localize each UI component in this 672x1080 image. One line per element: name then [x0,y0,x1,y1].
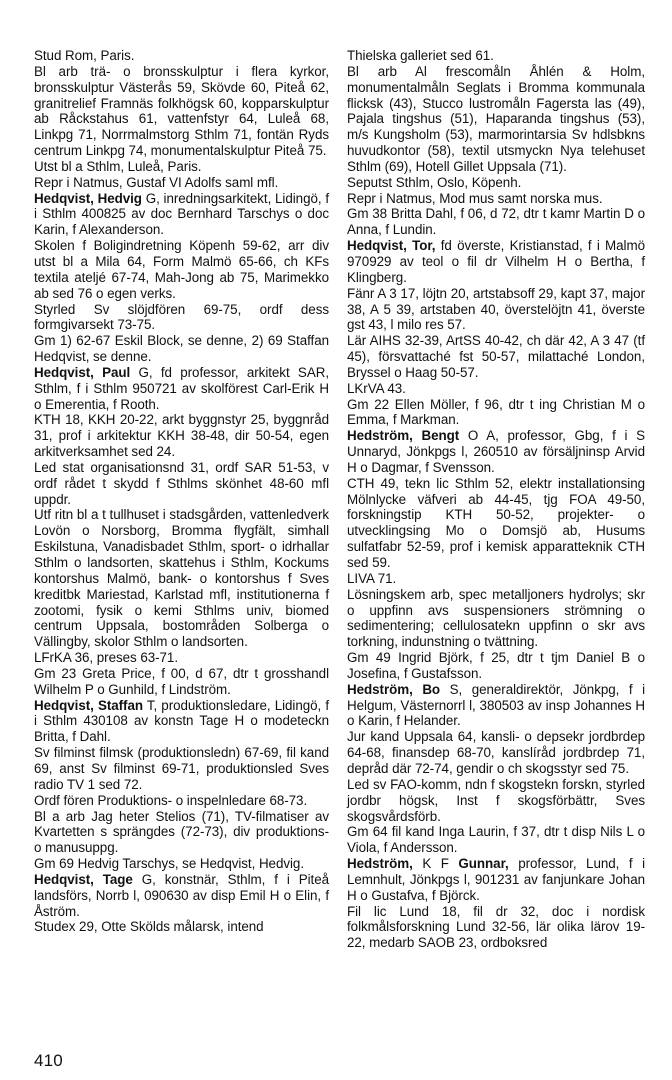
text-paragraph [347,206,645,238]
entry-text: Fil lic Lund 18, fil dr 32, doc i nordisk folkmålsforskning Lund 32-56, lär olika lärov 19-22, medarb SAOB 23, ordboksred [347,903,645,951]
text-paragraph [34,159,329,175]
text-paragraph [347,729,645,777]
entry-text: Studex 29, Otte Skölds målarsk, intend [34,919,264,935]
text-paragraph [347,587,645,650]
text-paragraph [34,856,329,872]
entry-text: Lär AIHS 32-39, ArtSS 40-42, ch där 42, A 3 47 (tf 45), försvattaché fst 50-57, milattaché London, Bryssel o Haag 50-57. [347,333,645,380]
entry-text: KTH 18, KKH 20-22, arkt byggnstyr 25, byggnråd 31, prof i arkitektur KKH 38-48, dir 50-54, egen arkitverksamhet sed 24. [34,412,329,460]
page-number: 410 [34,1051,63,1070]
entry-paragraph [347,428,645,476]
entry-text: Thielska galleriet sed 61. [347,48,494,63]
entry-text: O A, professor, Gbg, f i S Unnaryd, Jönkpgs l, 260510 av försäljninsp Arvid H o Dagmar, f Svensson. [347,428,645,475]
entry-text: Ordf fören Produktions- o inspelnledare 68-73. [34,792,308,808]
entry-text: CTH 49, tekn lic Sthlm 52, elektr installationsing Mölnlycke väfveri ab 44-45, tjg FOA 49-50, forskningstip KTH 50-52, projekter- o utvecklingsing Mo o Domsjö ab, Husums sulfatfabr 52-59, prof i kemisk apparatteknik CTH sed 59. [347,475,645,570]
text-paragraph [34,507,329,650]
entry-paragraph [347,682,645,730]
entry-text: T, produktionsledare, Lidingö, f i Sthlm 430108 av konstn Tage H o modeteckn Britta, f Dahl. [34,697,329,745]
text-paragraph [34,48,329,64]
entry-paragraph [34,191,329,239]
entry-headword: Hedqvist, Hedvig [34,190,142,206]
entry-text: Repr i Natmus, Gustaf VI Adolfs saml mfl. [34,174,279,190]
entry-text: Seputst Sthlm, Oslo, Köpenh. [347,174,522,190]
text-paragraph [34,175,329,191]
entry-paragraph [347,856,645,904]
entry-headword: Hedqvist, Staffan [34,697,143,713]
entry-text: Sv filminst filmsk (produktionsledn) 67-69, fil kand 69, anst Sv filminst 69-71, produktionsled Sves radio TV 1 sed 72. [34,745,329,792]
text-paragraph [34,460,329,508]
text-paragraph [347,904,645,952]
entry-text: LIVA 71. [347,570,397,586]
text-paragraph [34,650,329,666]
text-paragraph [347,175,645,191]
entry-text: S, generaldirektör, Jönkpg, f i Helgum, Västernorrl l, 380503 av insp Johannes H o Karin, f Helander. [347,681,645,729]
entry-text: Gm 64 fil kand Inga Laurin, f 37, dtr t disp Nils L o Viola, f Andersson. [347,824,645,856]
text-paragraph [34,919,329,935]
entry-text: Gm 23 Greta Price, f 00, d 67, dtr t grosshandl Wilhelm P o Gunhild, f Lindström. [34,665,329,697]
entry-text: Led stat organisationsnd 31, ordf SAR 51-53, v ordf rådet t skydd f Sthlms skönhet 48-60 mfl uppdr. [34,459,329,507]
right-column [347,48,645,951]
text-paragraph [347,397,645,429]
text-paragraph [34,64,329,159]
entry-text: Stud Rom, Paris. [34,48,135,63]
entry-text: Repr i Natmus, Mod mus samt norska mus. [347,190,603,206]
entry-text: Jur kand Uppsala 64, kansli- o depsekr jordbrdep 64-68, finansdep 68-70, kanslíråd jordbrdep 71, depråd där 72-74, gendir o ch skogsstyr sed 75. [347,729,645,776]
text-paragraph [34,302,329,334]
entry-text: Led sv FAO-komm, ndn f skogstekn forskn, styrled jordbr högsk, Inst f skogsförbättr, Sves skogsvårdsförb. [347,776,645,824]
entry-paragraph [347,238,645,286]
entry-headword: Hedqvist, Paul [34,364,131,380]
text-paragraph [347,333,645,381]
text-paragraph [347,381,645,397]
text-paragraph [34,745,329,793]
entry-text: Gm 1) 62-67 Eskil Block, se denne, 2) 69 Staffan Hedqvist, se denne. [34,333,329,365]
entry-initials: K F [412,856,459,872]
text-paragraph [34,809,329,857]
text-paragraph [347,286,645,334]
entry-headword-given-name: Gunnar, [458,856,509,872]
entry-text: Skolen f Boligindretning Köpenh 59-62, arr div utst bl a Mila 64, Form Malmö 65-66, ch KFs textila ateljé 67-74, Mah-Jong ab 75, Marimekko ab sed 76 o egen verks. [34,238,329,301]
entry-text: Fänr A 3 17, löjtn 20, artstabsoff 29, kapt 37, major 38, A 5 39, artstaben 40, överstelöjtn 41, överste gst 43, l milo res 57. [347,285,645,333]
entry-headword: Hedström, Bo [347,681,441,697]
entry-text: LKrVA 43. [347,380,406,396]
entry-paragraph [34,365,329,413]
text-paragraph [347,64,645,175]
entry-text: Gm 69 Hedvig Tarschys, se Hedqvist, Hedvig. [34,856,304,872]
entry-headword: Hedqvist, Tage [34,871,133,887]
text-paragraph [34,333,329,365]
text-paragraph [347,48,645,64]
entry-text: Gm 49 Ingrid Björk, f 25, dtr t tjm Daniel B o Josefina, f Gustafsson. [347,650,645,681]
text-paragraph [347,777,645,825]
entry-headword: Hedström, [347,856,413,872]
text-paragraph [34,666,329,698]
entry-text: professor, Lund, f i Lemnhult, Jönkpgs l, 901231 av fanjunkare Johan H o Gustafva, f Björck. [347,856,645,903]
left-column [34,48,329,935]
entry-text: G, fd professor, arkitekt SAR, Sthlm, f i Sthlm 950721 av skolförest Carl-Erik H o Emerentia, f Rooth. [34,364,329,412]
entry-text: Utst bl a Sthlm, Luleå, Paris. [34,158,202,174]
entry-text: Lösningskem arb, spec metalljoners hydrolys; skr o uppfinn avs suspensioners strömning o sedimentering; cellulosatekn uppfinn o skr avs torkning, indunstning o tvättning. [347,586,645,650]
entry-text: Utf ritn bl a t tullhuset i stadsgården, vattenledverk Lovön o Norsborg, Bromma flygfält, simhall Eskilstuna, Vanadisbadet Sthlm, sport- o idrhallar Sthlm o landsorten, skattehus i Sthlm, Kockums kontorshus Malmö, bank- o kontorshus f Sves kreditbk Mariestad, Karlstad mfl, institutionerna f zootomi, fysik o kemi Sthlms univ, biomed centrum Uppsala, bostområden Solberga o Vällingby, skolor Sthlm o landsorten. [34,507,329,650]
entry-text: Bl arb Al frescomåln Åhlén & Holm, monumentalmåln Seglats i Bromma kommunala flicksk (43), Stucco lustromåln Fagersta las (49), Pajala tingshus (51), Haparanda tingshus (53), m/s Kungsholm (53), marmorintarsia Sv hdlsbkns huvudkontor (58), textil utsmyckn Nya telehuset Sthlm (69), Hotell Gillet Uppsala (71). [347,63,645,174]
text-paragraph [347,571,645,587]
entry-text: fd överste, Kristianstad, f i Malmö 970929 av teol o fil dr Vilhelm H o Bertha, f Klingberg. [347,238,645,285]
entry-text: LFrKA 36, preses 63-71. [34,650,178,666]
entry-text: G, inredningsarkitekt, Lidingö, f i Sthlm 400825 av doc Bernhard Tarschys o doc Karin, f Alexanderson. [34,190,329,238]
text-paragraph [34,412,329,460]
entry-text: G, konstnär, Sthlm, f i Piteå landsförs, Norrb l, 090630 av disp Emil H o Elin, f Åström. [34,871,329,919]
entry-text: Bl a arb Jag heter Stelios (71), TV-filmatiser av Kvartetten s sprängdes (72-73), div produktions- o manusuppg. [34,808,329,856]
entry-text: Styrled Sv slöjdfören 69-75, ordf dess formgivarsekt 73-75. [34,301,329,333]
entry-headword: Hedström, Bengt [347,428,460,444]
text-paragraph [347,650,645,682]
text-paragraph [347,191,645,207]
entry-paragraph [34,698,329,746]
entry-paragraph [34,872,329,920]
text-paragraph [347,476,645,571]
entry-text: Gm 38 Britta Dahl, f 06, d 72, dtr t kamr Martin D o Anna, f Lundin. [347,206,645,238]
entry-text: Bl arb trä- o bronsskulptur i flera kyrkor, bronsskulptur Västerås 59, Skövde 60, Piteå 62, granitrelief Framnäs folkhögsk 60, kopparskulptur ab Råckstahus 61, vattenfstyr 64, Luleå 68, Linkpg 71, Norrmalmstorg Sthlm 71, fontän Ryds centrum Linkpg 74, monumentalskulptur Piteå 75. [34,63,329,159]
entry-headword: Hedqvist, Tor, [347,238,436,254]
entry-text: Gm 22 Ellen Möller, f 96, dtr t ing Christian M o Emma, f Markman. [347,396,645,428]
text-paragraph [34,238,329,301]
text-paragraph [34,793,329,809]
text-paragraph [347,824,645,856]
